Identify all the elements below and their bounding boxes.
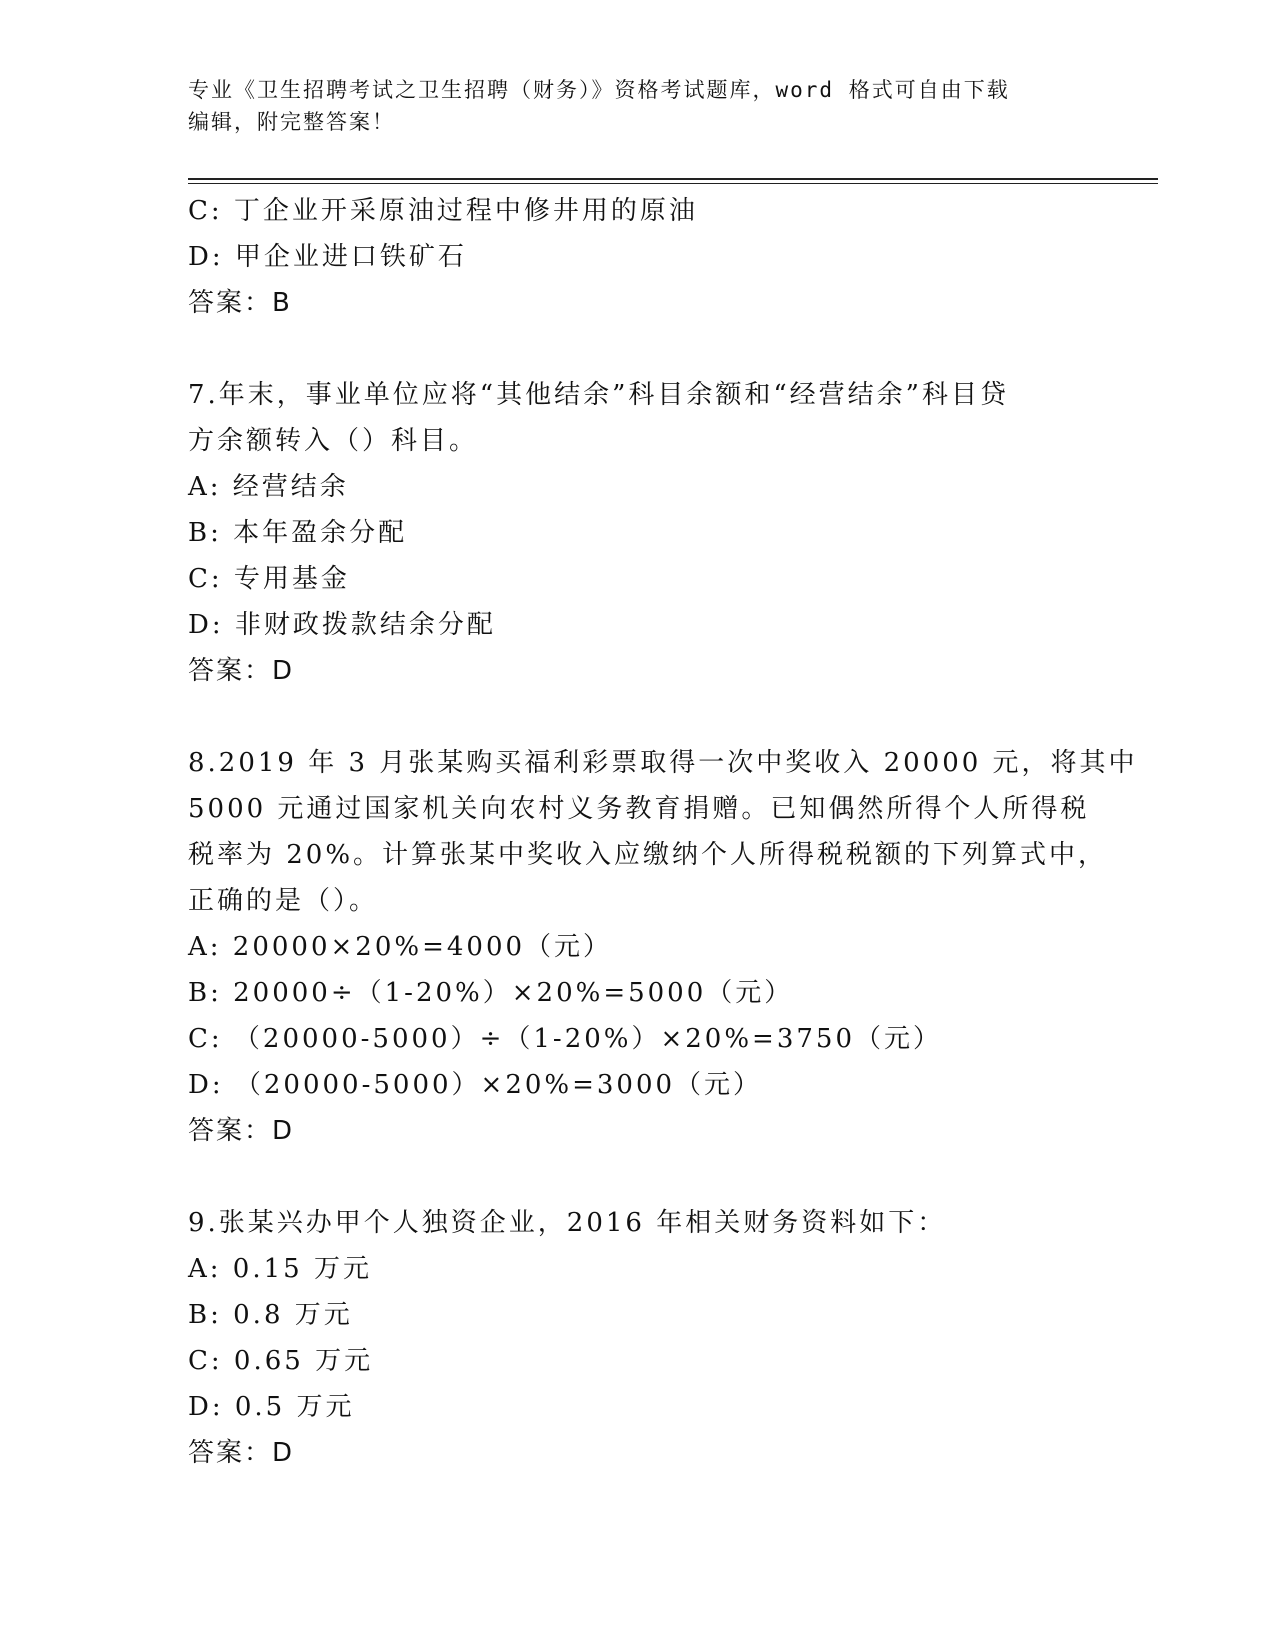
- header-line-2: 编辑，附完整答案！: [188, 110, 395, 134]
- question-stem: 正确的是（）。: [188, 886, 379, 916]
- answer: 答案：D: [188, 1116, 295, 1146]
- spacer: [188, 326, 1078, 372]
- question-stem: 方余额转入（）科目。: [188, 426, 479, 456]
- option-d: D: （20000-5000）×20%=3000（元）: [188, 1070, 763, 1100]
- question-stem: 9.张某兴办甲个人独资企业，2016 年相关财务资料如下：: [188, 1208, 947, 1238]
- answer: 答案：D: [188, 656, 295, 686]
- header-rule-thin: [188, 183, 1158, 184]
- option-d: D: 0.5 万元: [188, 1392, 355, 1422]
- document-header: [188, 74, 1068, 138]
- spacer: [188, 694, 1078, 740]
- question-stem: 7.年末，事业单位应将“其他结余”科目余额和“经营结余”科目贷: [188, 380, 1009, 410]
- question-8: [188, 740, 1138, 1154]
- option-c: C: 专用基金: [188, 564, 350, 594]
- answer: 答案：B: [188, 288, 292, 318]
- option-a: A: 0.15 万元: [188, 1254, 372, 1284]
- spacer: [188, 1154, 1078, 1200]
- header-rule-thick: [188, 178, 1158, 180]
- question-stem: 税率为 20%。计算张某中奖收入应缴纳个人所得税税额的下列算式中，: [188, 840, 1108, 870]
- option-b: B: 20000÷（1-20%）×20%=5000（元）: [188, 978, 794, 1008]
- header-line-1: 专业《卫生招聘考试之卫生招聘（财务）》资格考试题库，word 格式可自由下载: [188, 78, 1010, 102]
- option-d: D: 甲企业进口铁矿石: [188, 242, 467, 272]
- option-b: B: 0.8 万元: [188, 1300, 353, 1330]
- answer: 答案：D: [188, 1438, 295, 1468]
- option-c: C: 0.65 万元: [188, 1346, 374, 1376]
- option-b: B: 本年盈余分配: [188, 518, 408, 548]
- option-d: D: 非财政拨款结余分配: [188, 610, 496, 640]
- question-7: [188, 372, 1078, 694]
- question-stem: 8.2019 年 3 月张某购买福利彩票取得一次中奖收入 20000 元，将其中: [188, 748, 1138, 778]
- question-9: [188, 1200, 1078, 1476]
- option-c: C: （20000-5000）÷（1-20%）×20%=3750（元）: [188, 1024, 943, 1054]
- option-a: A: 20000×20%=4000（元）: [188, 932, 613, 962]
- question-list: [188, 188, 1138, 1476]
- question-6-tail: [188, 188, 1078, 326]
- option-c: C: 丁企业开采原油过程中修井用的原油: [188, 196, 698, 226]
- question-stem: 5000 元通过国家机关向农村义务教育捐赠。已知偶然所得个人所得税: [188, 794, 1090, 824]
- option-a: A: 经营结余: [188, 472, 349, 502]
